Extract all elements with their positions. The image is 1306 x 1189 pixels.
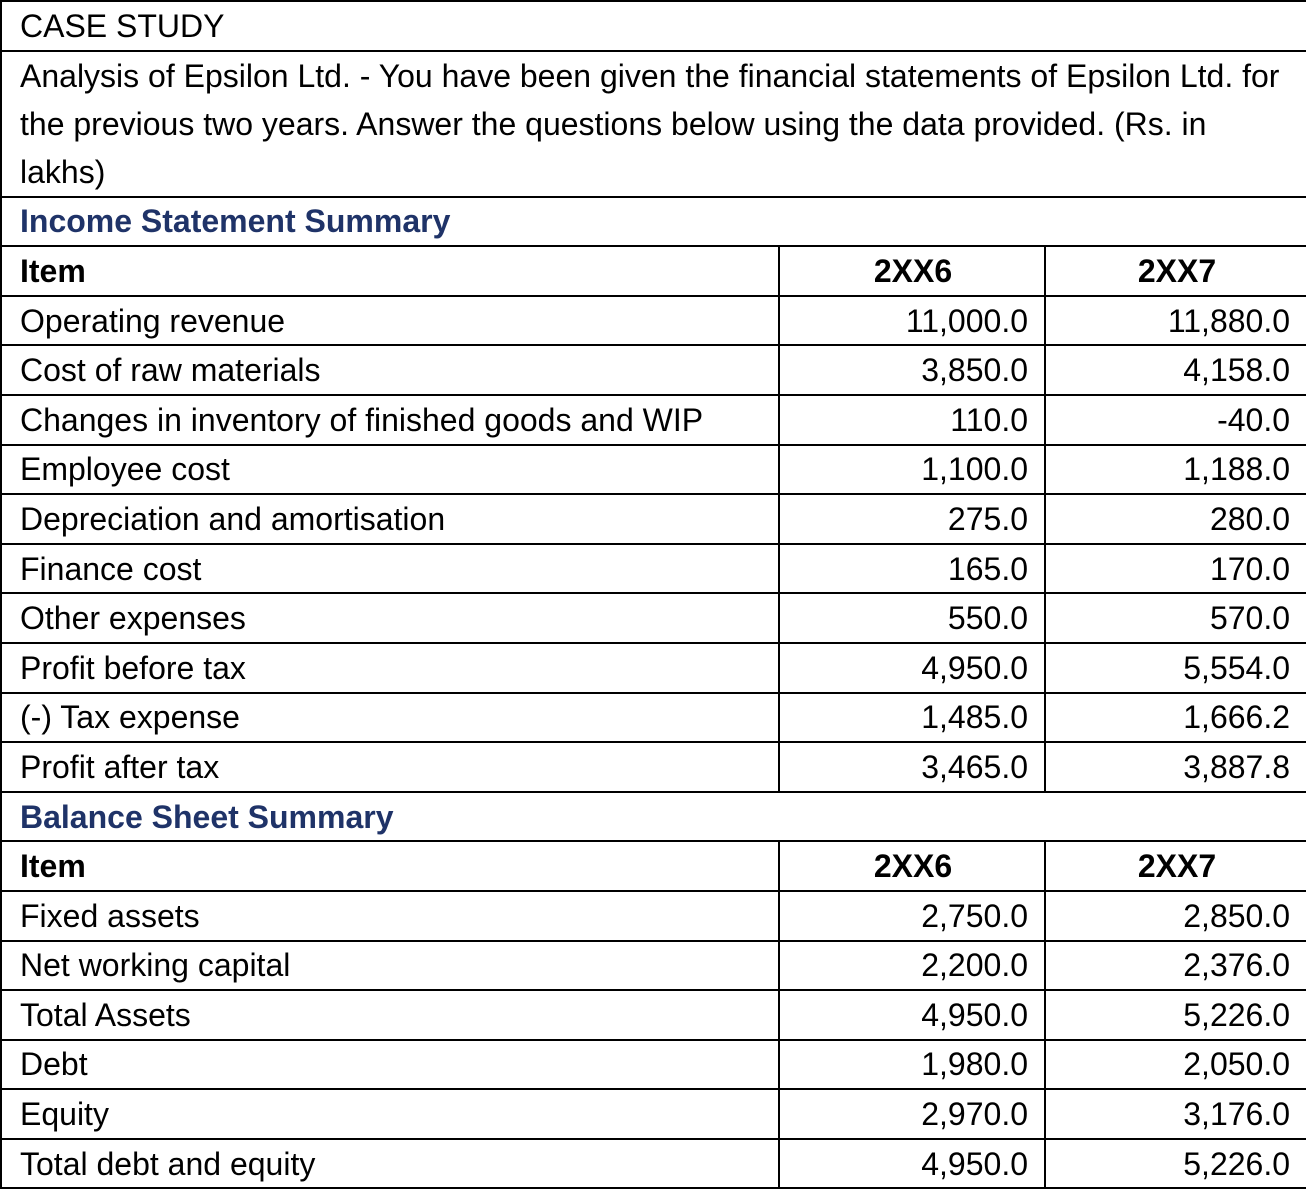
- value-2xx7: 170.0: [1045, 544, 1306, 594]
- item-label: Operating revenue: [1, 296, 779, 346]
- income-header-row: [1, 246, 1306, 296]
- value-2xx6: 3,465.0: [779, 742, 1045, 792]
- item-label: (-) Tax expense: [1, 693, 779, 743]
- table-row: [1, 891, 1306, 941]
- value-2xx7: 2,376.0: [1045, 941, 1306, 991]
- value-2xx7: 280.0: [1045, 494, 1306, 544]
- balance-heading-row: [1, 792, 1306, 842]
- income-col-year-1: 2XX6: [779, 246, 1045, 296]
- balance-col-year-2: 2XX7: [1045, 841, 1306, 891]
- item-label: Debt: [1, 1040, 779, 1090]
- item-label: Total Assets: [1, 990, 779, 1040]
- title-row: [1, 1, 1306, 51]
- value-2xx7: 5,554.0: [1045, 643, 1306, 693]
- item-label: Fixed assets: [1, 891, 779, 941]
- item-label: Equity: [1, 1089, 779, 1139]
- item-label: Cost of raw materials: [1, 345, 779, 395]
- value-2xx7: 5,226.0: [1045, 1139, 1306, 1189]
- table-row: [1, 1139, 1306, 1189]
- case-study-intro: Analysis of Epsilon Ltd. - You have been given the financial statements of Epsilon Ltd. for the previous two years. Answer the questions below using the data provided. (Rs. in lakhs): [1, 51, 1306, 197]
- value-2xx6: 11,000.0: [779, 296, 1045, 346]
- value-2xx6: 2,750.0: [779, 891, 1045, 941]
- value-2xx6: 1,980.0: [779, 1040, 1045, 1090]
- value-2xx6: 550.0: [779, 593, 1045, 643]
- value-2xx7: 1,666.2: [1045, 693, 1306, 743]
- value-2xx7: 3,887.8: [1045, 742, 1306, 792]
- case-study-title: CASE STUDY: [1, 1, 1306, 51]
- table-row: [1, 1040, 1306, 1090]
- item-label: Profit after tax: [1, 742, 779, 792]
- value-2xx6: 275.0: [779, 494, 1045, 544]
- balance-col-item: Item: [1, 841, 779, 891]
- value-2xx6: 3,850.0: [779, 345, 1045, 395]
- value-2xx6: 110.0: [779, 395, 1045, 445]
- value-2xx7: 2,050.0: [1045, 1040, 1306, 1090]
- item-label: Depreciation and amortisation: [1, 494, 779, 544]
- value-2xx7: -40.0: [1045, 395, 1306, 445]
- table-row: [1, 742, 1306, 792]
- income-heading-row: [1, 197, 1306, 247]
- balance-col-year-1: 2XX6: [779, 841, 1045, 891]
- value-2xx7: 3,176.0: [1045, 1089, 1306, 1139]
- item-label: Net working capital: [1, 941, 779, 991]
- table-row: [1, 643, 1306, 693]
- balance-sheet-heading: Balance Sheet Summary: [1, 792, 1306, 842]
- table-row: [1, 693, 1306, 743]
- value-2xx7: 2,850.0: [1045, 891, 1306, 941]
- item-label: Other expenses: [1, 593, 779, 643]
- value-2xx6: 4,950.0: [779, 643, 1045, 693]
- item-label: Finance cost: [1, 544, 779, 594]
- value-2xx6: 2,200.0: [779, 941, 1045, 991]
- table-row: [1, 941, 1306, 991]
- value-2xx7: 4,158.0: [1045, 345, 1306, 395]
- value-2xx6: 2,970.0: [779, 1089, 1045, 1139]
- value-2xx6: 1,485.0: [779, 693, 1045, 743]
- item-label: Changes in inventory of finished goods and WIP: [1, 395, 779, 445]
- intro-row: [1, 51, 1306, 197]
- income-col-year-2: 2XX7: [1045, 246, 1306, 296]
- item-label: Employee cost: [1, 445, 779, 495]
- table-row: [1, 395, 1306, 445]
- table-row: [1, 445, 1306, 495]
- table-row: [1, 345, 1306, 395]
- table-row: [1, 593, 1306, 643]
- value-2xx7: 11,880.0: [1045, 296, 1306, 346]
- value-2xx6: 4,950.0: [779, 990, 1045, 1040]
- value-2xx7: 1,188.0: [1045, 445, 1306, 495]
- value-2xx6: 1,100.0: [779, 445, 1045, 495]
- balance-header-row: [1, 841, 1306, 891]
- value-2xx6: 165.0: [779, 544, 1045, 594]
- value-2xx6: 4,950.0: [779, 1139, 1045, 1189]
- table-row: [1, 494, 1306, 544]
- value-2xx7: 570.0: [1045, 593, 1306, 643]
- table-row: [1, 990, 1306, 1040]
- table-row: [1, 544, 1306, 594]
- table-row: [1, 1089, 1306, 1139]
- income-col-item: Item: [1, 246, 779, 296]
- value-2xx7: 5,226.0: [1045, 990, 1306, 1040]
- income-statement-heading: Income Statement Summary: [1, 197, 1306, 247]
- item-label: Profit before tax: [1, 643, 779, 693]
- table-row: [1, 296, 1306, 346]
- item-label: Total debt and equity: [1, 1139, 779, 1189]
